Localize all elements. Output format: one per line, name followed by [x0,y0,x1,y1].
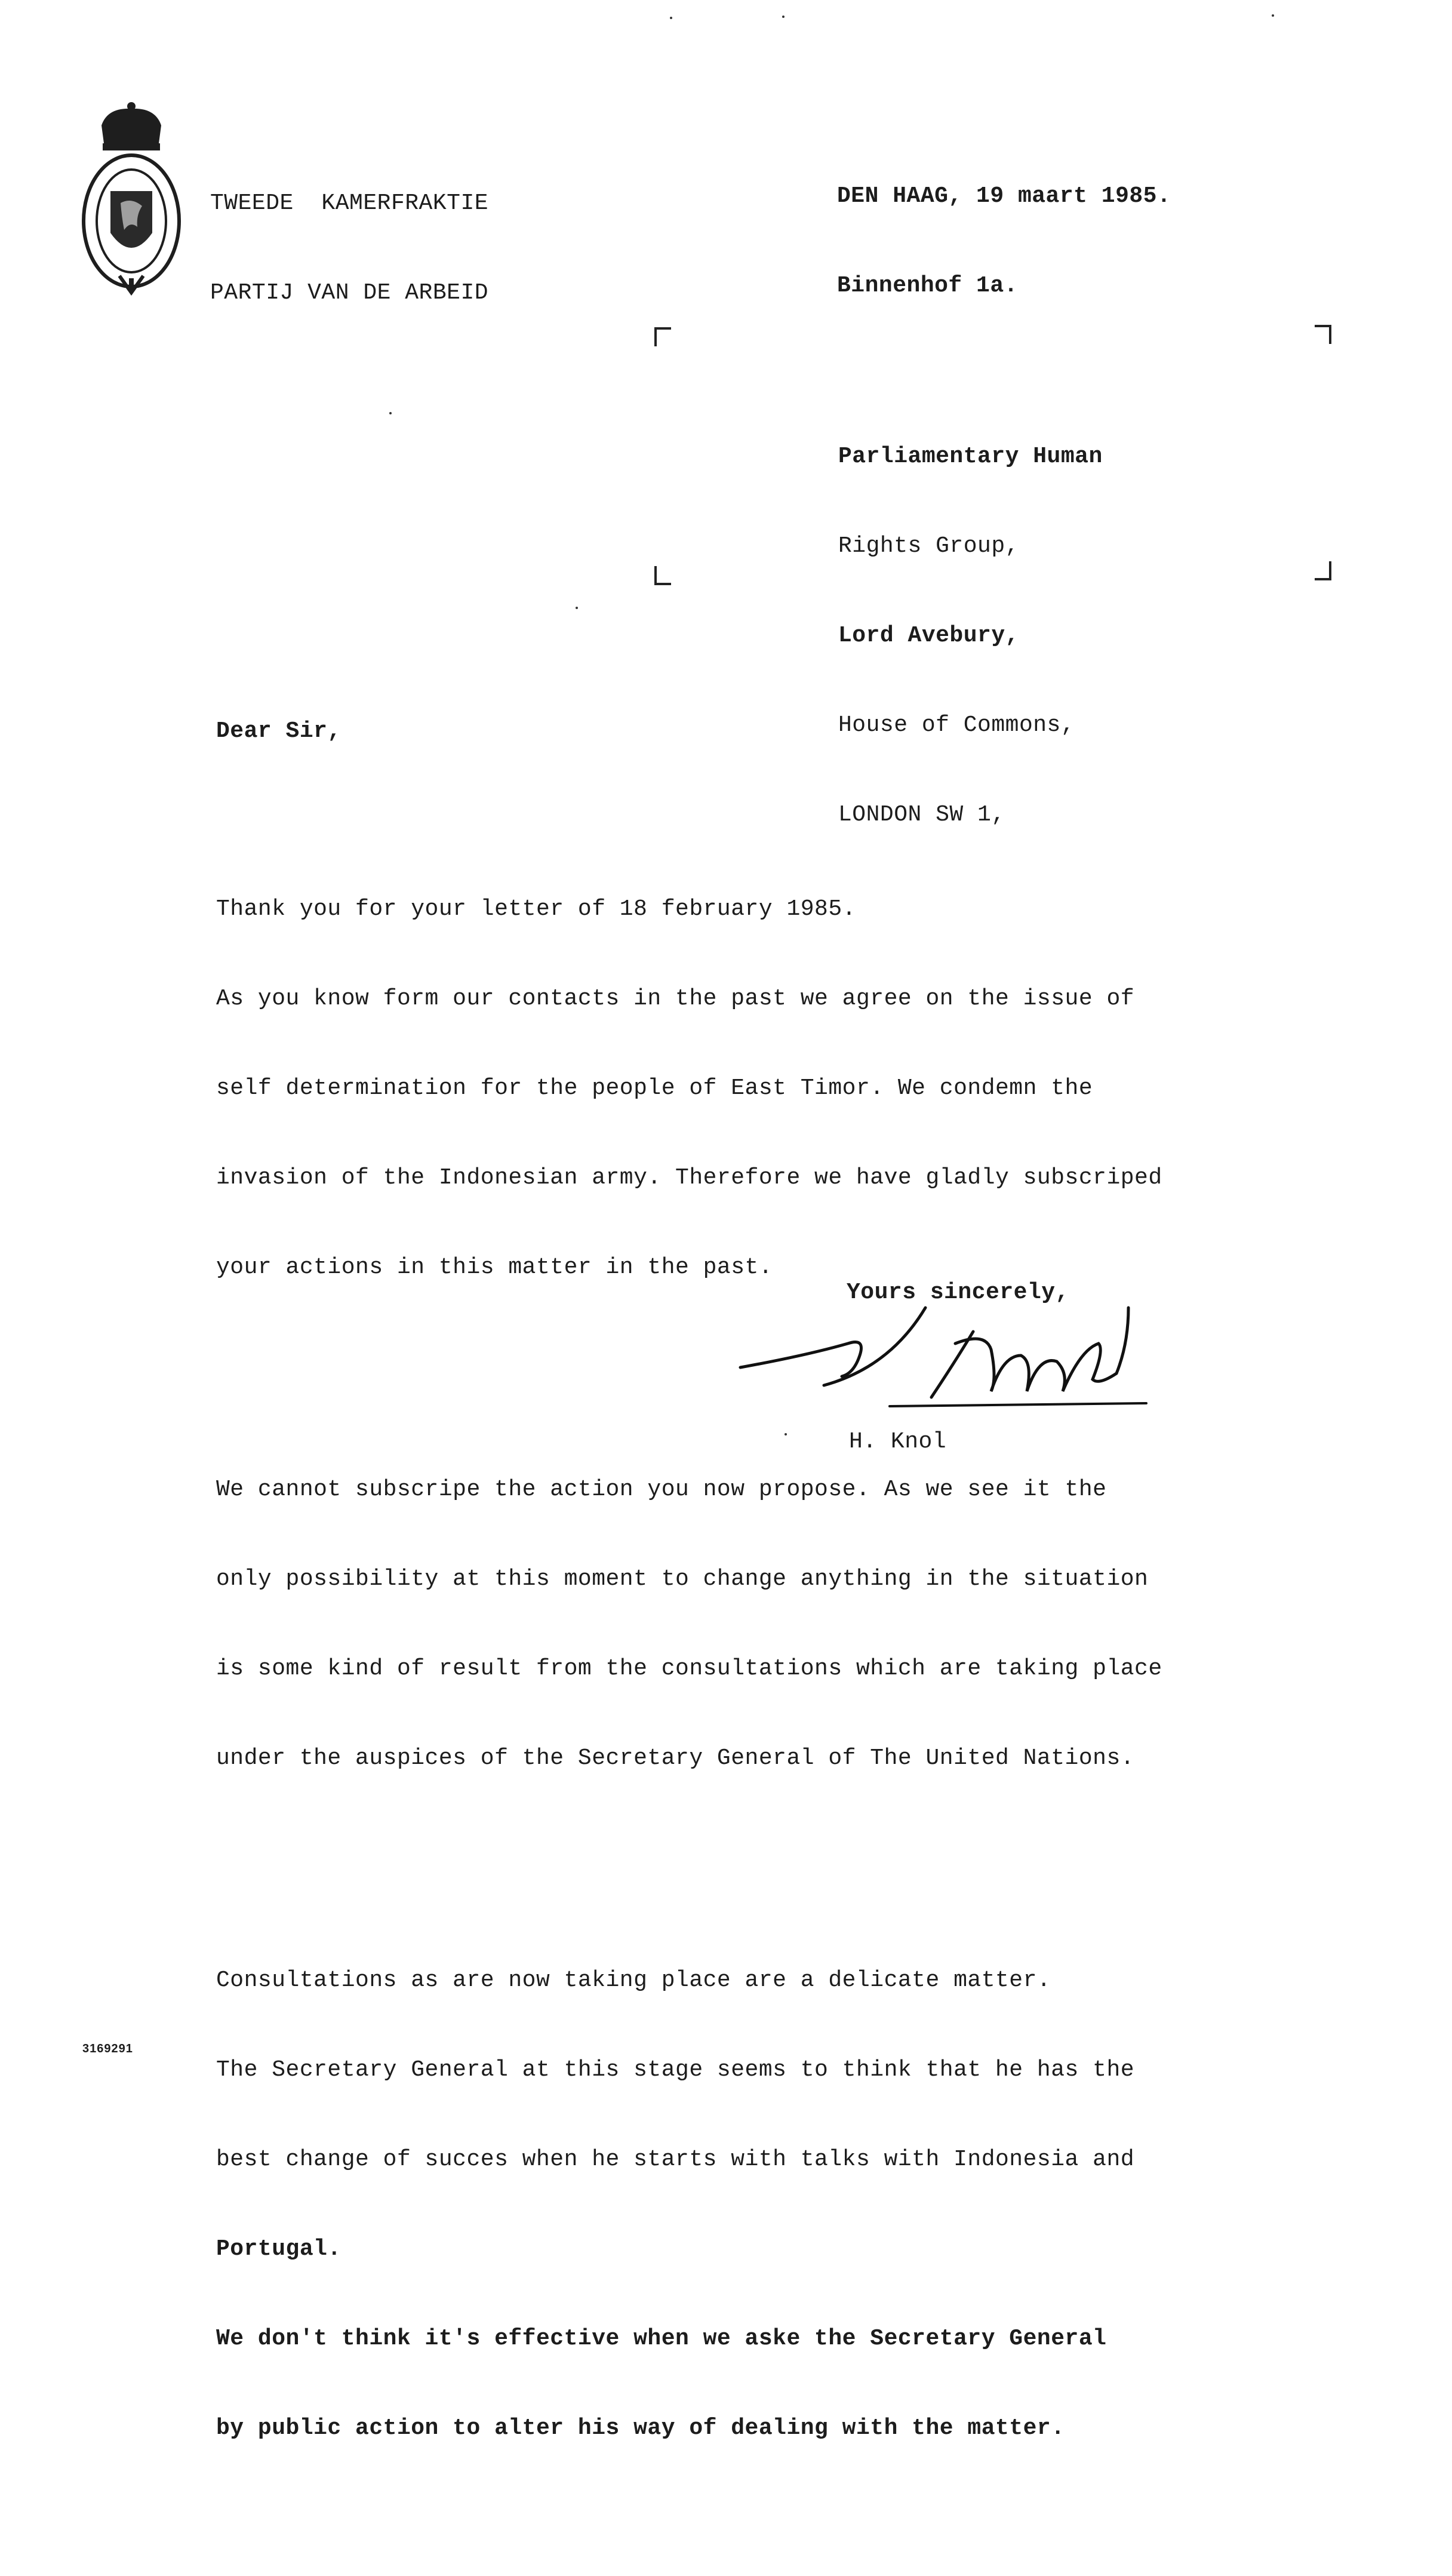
recipient-line: House of Commons, [838,712,1075,738]
address-window-corner-bottom-left [654,566,671,585]
scan-speck [670,17,672,19]
scan-speck [576,607,578,609]
sender-block [210,129,488,368]
recipient-line: Lord Avebury, [838,623,1019,648]
body-line: Consultations as are now taking place are a delicate matter. [216,1968,1051,1993]
letter-body [216,775,1243,2576]
body-line: is some kind of result from the consultations which are taking place [216,1656,1162,1682]
body-line: only possibility at this moment to change anything in the situation [216,1566,1149,1592]
sender-org-line2: PARTIJ VAN DE ARBEID [210,280,489,306]
body-line: invasion of the Indonesian army. Therefore we have gladly subscriped [216,1165,1162,1191]
reference-code: 3169291 [82,2042,133,2055]
body-line: best change of succes when he starts with talks with Indonesia and [216,2147,1135,2172]
scan-speck [389,412,392,414]
body-line: Thank you for your letter of 18 february 1985. [216,896,856,922]
body-paragraph-1 [216,835,1243,1342]
body-line: The Secretary General at this stage seems to think that he has the [216,2057,1135,2083]
address-line: Binnenhof 1a. [837,273,1018,299]
body-line: by public action to alter his way of dealing with the matter. [216,2415,1065,2441]
scan-speck [782,16,785,18]
body-line: As you know form our contacts in the past we agree on the issue of [216,986,1135,1012]
recipient-line: LONDON SW 1, [838,802,1005,828]
scan-speck [785,1433,787,1435]
recipient-line: Parliamentary Human [838,444,1103,469]
signer-name: H. Knol [849,1429,947,1455]
parliament-crest-icon [78,102,185,299]
date-line: DEN HAAG, 19 maart 1985. [837,183,1171,209]
body-paragraph-3 [216,1906,1243,2503]
scan-speck [1272,14,1274,17]
body-line: Portugal. [216,2236,342,2262]
recipient-line: Rights Group, [838,533,1019,559]
body-line: We don't think it's effective when we aske the Secretary General [216,2326,1107,2351]
body-line: your actions in this matter in the past. [216,1255,773,1280]
address-window-corner-bottom-right [1315,561,1331,580]
body-line: self determination for the people of East Timor. We condemn the [216,1075,1093,1101]
body-line: We cannot subscripe the action you now propose. As we see it the [216,1477,1107,1502]
closing: Yours sincerely, [847,1280,1069,1305]
handwritten-signature [734,1296,1164,1415]
date-place-block [837,122,1171,361]
sender-org-line1: TWEEDE KAMERFRAKTIE [210,190,489,216]
body-paragraph-2 [216,1415,1243,1833]
body-line: under the auspices of the Secretary General of The United Nations. [216,1745,1135,1771]
salutation: Dear Sir, [216,718,342,744]
address-window-corner-top-left [654,327,671,346]
address-window-corner-top-right [1315,325,1331,344]
